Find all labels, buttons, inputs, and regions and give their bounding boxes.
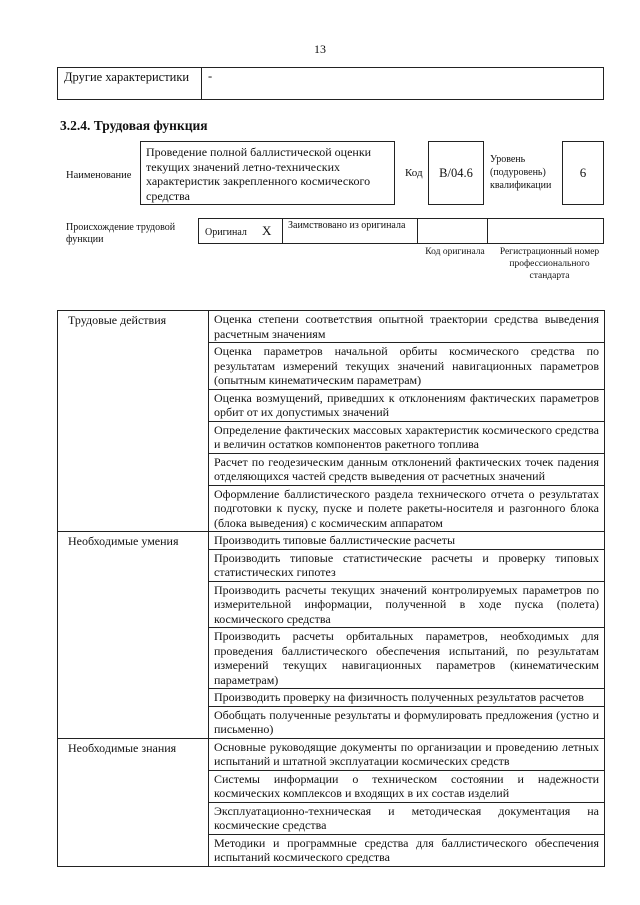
other-characteristics-value: - [208,69,213,83]
function-name-box: Проведение полной баллистической оценки текущих значений летно-технических характеристик закрепленного космического средства [140,141,395,205]
origin-divider [417,219,418,243]
table-divider [201,68,202,99]
section-item: Основные руководящие документы по организации и проведению летных испытаний и штатной эксплуатации космических средств [209,738,605,770]
section-heading: 3.2.4. Трудовая функция [60,118,208,133]
code-original-label: Код оригинала [425,247,485,257]
page-number: 13 [314,42,326,56]
table-row [58,311,605,343]
table-row [58,738,605,770]
section-item: Обобщать полученные результаты и формулировать предложения (устно и письменно) [209,706,605,738]
level-label: Уровень (подуровень) квалификации [490,154,552,191]
section-item: Оформление баллистического раздела технического отчета о результатах подготовки к пуску, пуске и полете ракеты-носителя и разгонного блока (блока выведения) с космическим аппаратом [209,485,605,532]
section-label: Необходимые знания [58,738,209,866]
code-label: Код [405,167,423,179]
section-item: Расчет по геодезическим данным отклонений фактических точек падения отделяющихся частей средств выведения от расчетных значений [209,453,605,485]
origin-label: Происхождение трудовой функции [66,222,176,245]
section-item: Производить типовые статистические расчеты и проверку типовых статистических гипотез [209,549,605,581]
origin-divider [282,219,283,243]
registration-number-label: Регистрационный номер профессионального стандарта [499,247,600,281]
section-item: Производить расчеты орбитальных параметров, необходимых для проведения баллистического обеспечения испытаний, по результатам измерений текущих навигационных параметров (кинематическим параметрам) [209,628,605,689]
section-item: Производить типовые баллистические расчеты [209,532,605,550]
section-item: Производить проверку на физичность полученных результатов расчетов [209,689,605,707]
labor-function-table [57,310,605,867]
section-item: Определение фактических массовых характеристик космического средства и величин остатков компонентов ракетного топлива [209,421,605,453]
section-item: Производить расчеты текущих значений контролируемых параметров по измерительной информации, полученной в ходе пуска (полета) космического средства [209,581,605,628]
section-item: Оценка возмущений, приведших к отклонениям фактических параметров орбит от их допустимых значений [209,389,605,421]
section-item: Системы информации о техническом состоянии и надежности космических комплексов и входящих в их состав изделий [209,770,605,802]
section-label: Трудовые действия [58,311,209,532]
section-item: Оценка параметров начальной орбиты космического средства по результатам измерений текущих значений навигационных параметров (опытным кинематическим параметрам) [209,343,605,390]
borrowed-label: Заимствовано из оригинала [288,220,406,231]
section-item: Эксплуатационно-техническая и методическая документация на космические средства [209,802,605,834]
function-code-box: B/04.6 [428,141,484,205]
section-item: Методики и программные средства для баллистического обеспечения испытаний космического средства [209,834,605,866]
original-label: Оригинал [205,227,247,238]
other-characteristics-table [57,67,604,100]
level-value-box: 6 [562,141,604,205]
origin-table [198,218,604,244]
table-row [58,532,605,550]
section-item: Оценка степени соответствия опытной траектории средства выведения расчетным значениям [209,311,605,343]
section-label: Необходимые умения [58,532,209,739]
original-mark: X [262,223,272,238]
origin-divider [487,219,488,243]
name-label: Наименование [66,170,132,181]
other-characteristics-label: Другие характеристики [64,70,190,84]
